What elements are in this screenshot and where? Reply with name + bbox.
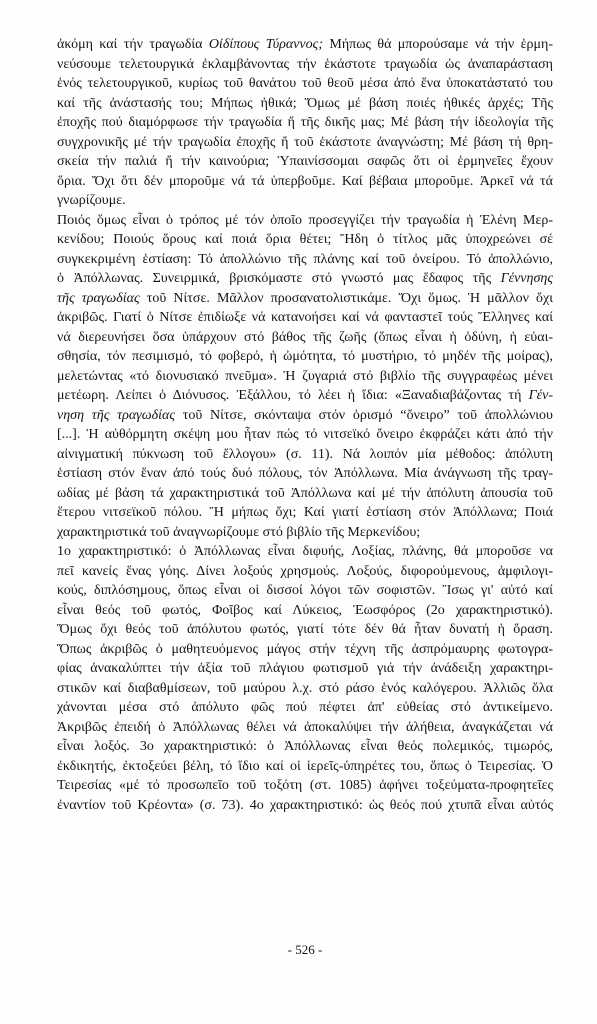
text-line <box>57 562 553 582</box>
text-line <box>57 94 553 114</box>
text-line-content: συγχρονικῆς μέ τήν τραγωδία ἐποχῆς ἤ τοῦ ἑκάστοτε ἀναγνώστη; Μέ βάση τή θρη- <box>57 134 553 150</box>
text-line-content: χαρακτηριστικά τοῦ ἀναγνωρίζουμε στό βιβλίο τῆς Μερκενίδου; <box>57 524 421 540</box>
italic-title: τῆς τραγωδίας <box>57 290 140 306</box>
text-line-content: Ποιός ὅμως εἶναι ὁ τρόπος μέ τόν ὁποῖο προσεγγίζει τήν τραγωδία ἡ Ἑλένη Μερ- <box>57 212 553 228</box>
text-line-content: φίας ἀνακαλύπτει τήν ἀξία τοῦ πλάγιου φωτισμοῦ γιά τήν ἀνάδειξη χαρακτηρι- <box>57 661 553 676</box>
text-segment: Μήπως θά μπορούσαμε νά τήν ἑρμη- <box>323 37 553 52</box>
text-line-content: εἶναι λοξός. 3ο χαρακτηριστικό: ὁ Ἀπόλλωνας εἶναι θεός πολεμικός, τιμωρός, <box>57 739 553 754</box>
text-line-content: χάνονται μέσα στό ἀπόλυτο φῶς πού πέφτει ἀπ' εὐθείας στό ἀντικείμενο. <box>57 700 553 715</box>
text-line <box>57 250 553 270</box>
italic-title: Γέν- <box>528 388 553 403</box>
text-line <box>57 620 553 640</box>
text-line <box>57 55 553 75</box>
text-line <box>57 269 553 289</box>
text-segment: τοῦ Νίτσε, σκόνταψα στόν ὁρισμό “ὄνειρο” τοῦ ἀπολλώνιου <box>175 407 553 423</box>
text-segment: μετέωρη. Λείπει ὁ Διόνυσος. Ἐξάλλου, τό λέει ἡ ἴδια: «Ξαναδιαβάζοντας τή <box>57 388 529 403</box>
text-line-content: κενίδου; Ποιούς ὅρους καί ποιά ὅρια θέτει; Ἤδη ὁ τίτλος μᾶς ὑποχρεώνει σέ <box>57 232 553 247</box>
text-line <box>57 289 553 309</box>
text-line <box>57 347 553 367</box>
text-line-content: ἐναντίον τοῦ Κρέοντα» (σ. 73). 4ο χαρακτηριστικό: ὡς θεός πού χτυπᾶ εἶναι αὐτός <box>57 797 553 813</box>
text-line <box>57 581 553 601</box>
text-line <box>57 503 553 523</box>
page-number: - 526 - <box>287 942 323 957</box>
text-line <box>57 406 553 426</box>
text-segment: ὁ Ἀπόλλωνας. Συνειρμικά, βρισκόμαστε στό γνωστό μας ἔδαφος τῆς <box>57 271 501 286</box>
italic-title: Γέννησης <box>500 271 553 286</box>
text-line <box>57 776 553 796</box>
text-line-content: καί τῆς ἀνάστασής του; Μήπως ἠθικά; Ὅμως μέ βάση ποιές ἠθικές ἀρχές; Τῆς <box>57 95 553 111</box>
text-line-content: σθησία, τόν πεσιμισμό, τό φοβερό, ἡ ὠμότητα, τό μυστήριο, τό μηδέν τῆς μοίρας), <box>57 349 553 364</box>
text-line <box>57 640 553 660</box>
text-line-content <box>57 289 553 309</box>
text-line <box>57 523 553 543</box>
text-line <box>57 425 553 445</box>
text-line-content: ὅρια. Ὄχι ὅτι δέν μποροῦμε νά τά ὑπερβοῦμε. Καί βέβαια μποροῦμε. Ἀρκεῖ νά τά <box>57 173 553 189</box>
text-line <box>57 601 553 621</box>
text-line <box>57 386 553 406</box>
text-line-content: στικῶν καί διαβαθμίσεων, τοῦ μαύρου λ.χ. στό ράσο ἑνός καλόγερου. Ἀλλιῶς ὅλα <box>57 680 553 696</box>
italic-title: νηση τῆς τραγωδίας <box>57 407 176 423</box>
text-line <box>57 737 553 757</box>
text-line-content <box>57 35 553 55</box>
text-line <box>57 659 553 679</box>
text-line-content: αἰνιγματική πύκνωση τοῦ ἔλλογου» (σ. 11). Νά λοιπόν μία μέθοδος: ἀπόλυτη <box>57 446 553 462</box>
text-line <box>57 698 553 718</box>
text-line <box>57 35 553 55</box>
text-line <box>57 113 553 133</box>
text-line <box>57 464 553 484</box>
text-line-content: συγκεκριμένη ἑστίαση: Τό ἀπολλώνιο τῆς πλάνης καί τοῦ ὀνείρου. Τό ἀπολλώνιο, <box>57 251 553 267</box>
text-line-content: μελετώντας «τό διονυσιακό πνεῦμα». Ἡ ζυγαριά στό βιβλίο τῆς συγγραφέως μένει <box>57 368 553 384</box>
text-line-content: γνωρίζουμε. <box>57 193 126 208</box>
text-line-content <box>57 406 553 426</box>
text-line-content: σκεία τήν παλιά ἤ τήν καινούρια; Ὑπαινίσσομαι σαφῶς ὅτι οἱ ἑρμηνεῖες ἔχουν <box>57 154 553 169</box>
text-line <box>57 74 553 94</box>
text-line <box>57 308 553 328</box>
text-line-content: Ὅμως ὄχι θεός τοῦ ἀπόλυτου φωτός, γιατί τότε δέν θά ἦταν δυνατή ἡ ὅραση. <box>57 622 553 637</box>
text-line <box>57 328 553 348</box>
text-line <box>57 542 553 562</box>
text-line-content: νεύσουμε τελετουργικά ἐκλαμβάνοντας τήν ἑκάστοτε τραγωδία ὡς ἀναπαράσταση <box>57 56 553 72</box>
text-line-content: ἑνός τελετουργικοῦ, κυρίως τοῦ θανάτου τοῦ θεοῦ μέσα ἀπό ἕνα ὑποκατάστατό του <box>57 76 553 91</box>
text-line-content <box>57 269 553 289</box>
text-line-content: Ἀκριβῶς ἐπειδή ὁ Ἀπόλλωνας θέλει νά ἀποκαλύψει τήν ἀλήθεια, ἀναγκάζεται νά <box>57 719 553 735</box>
text-line-content: κούς, διπλόσημους, ὅπως εἶναι οἱ δισσοί λόγοι τῶν σοφιστῶν. Ἴσως γι' αὐτό καί <box>57 583 553 598</box>
text-line-content: ἐκδικητής, ἐκτοξεύει βέλη, τό ἴδιο καί οἱ ἱερεῖς-ὑπηρέτες του, ὅπως ὁ Τειρεσίας. Ὁ <box>57 758 553 774</box>
text-line-content: Ὅπως ἀκριβῶς ὁ μαθητευόμενος μάγος στήν τέχνη τῆς ἀσπρόμαυρης φωτογρα- <box>57 641 553 657</box>
italic-title: Οἰδίπους Τύραννος; <box>208 37 323 52</box>
text-line-content: ἕτερου νιτσεϊκοῦ πόλου. Ἤ μήπως ὄχι; Καί γιατί ἑστίαση στόν Ἀπόλλωνα; Ποιά <box>57 505 553 520</box>
text-line <box>57 445 553 465</box>
text-line-content: ωδίας μέ βάση τά χαρακτηριστικά τοῦ Ἀπόλλωνα καί μέ τήν ἀπόλυτη ἀπουσία τοῦ <box>57 485 553 501</box>
text-line <box>57 367 553 387</box>
text-line <box>57 152 553 172</box>
text-segment: τοῦ Νίτσε. Μᾶλλον προσανατολιστικάμε. Ὄχι ὅμως. Ἡ μᾶλλον ὄχι <box>139 290 554 306</box>
text-line-content: 1ο χαρακτηριστικό: ὁ Ἀπόλλωνας εἶναι διφυής, Λοξίας, πλάνης, θά μποροῦσε να <box>57 544 553 559</box>
text-line-content: νά διερευνήσει ὅσα ὑπάρχουν στό βάθος τῆς ζωῆς (ὅπως εἶναι ἡ ὀδύνη, ἡ εὐαι- <box>57 329 553 345</box>
text-line <box>57 211 553 231</box>
text-line <box>57 796 553 816</box>
text-line <box>57 133 553 153</box>
text-line-content: [...]. Ἡ αὐθόρμητη σκέψη μου ἦταν πώς τό νιτσεϊκό ὄνειρο ἐκφράζει κάτι ἀπό τήν <box>57 427 553 442</box>
text-line-content: ἀκριβῶς. Γιατί ὁ Νίτσε ἐπιδίωξε νά κατανοήσει καί νά φανταστεῖ τούς Ἕλληνες καί <box>57 310 553 325</box>
text-line-content: ἑστίαση στόν ἕναν ἀπό τούς δυό πόλους, τόν Ἀπόλλωνα. Μία ἀνάγνωση τῆς τραγ- <box>57 466 553 481</box>
text-line <box>57 230 553 250</box>
text-line-content: εἶναι θεός τοῦ φωτός, Φοῖβος καί Λύκειος, Ἑωσφόρος (2ο χαρακτηριστικό). <box>57 602 553 618</box>
text-segment: ἀκόμη καί τήν τραγωδία <box>57 37 209 52</box>
text-line <box>57 757 553 777</box>
text-line <box>57 484 553 504</box>
text-line-content: ἐποχῆς πού διαμόρφωσε τήν τραγωδία ἤ τῆς δικῆς μας; Μέ βάση τήν ἰδεολογία τῆς <box>57 115 553 130</box>
text-line <box>57 191 553 211</box>
text-line-content <box>57 386 553 406</box>
text-line <box>57 718 553 738</box>
text-line <box>57 679 553 699</box>
text-line-content: Τειρεσίας «μέ τό προσωπεῖο τοῦ τοξότη (στ. 1085) ἀφήνει τοξεύματα-προφητεῖες <box>57 778 553 793</box>
body-text <box>57 35 553 815</box>
text-line <box>57 172 553 192</box>
text-line-content: πεῖ κανείς ἕνας γόης. Δίνει λοξούς χρησμούς. Λοξούς, διφορούμενους, ἀμφιλογι- <box>57 563 553 579</box>
